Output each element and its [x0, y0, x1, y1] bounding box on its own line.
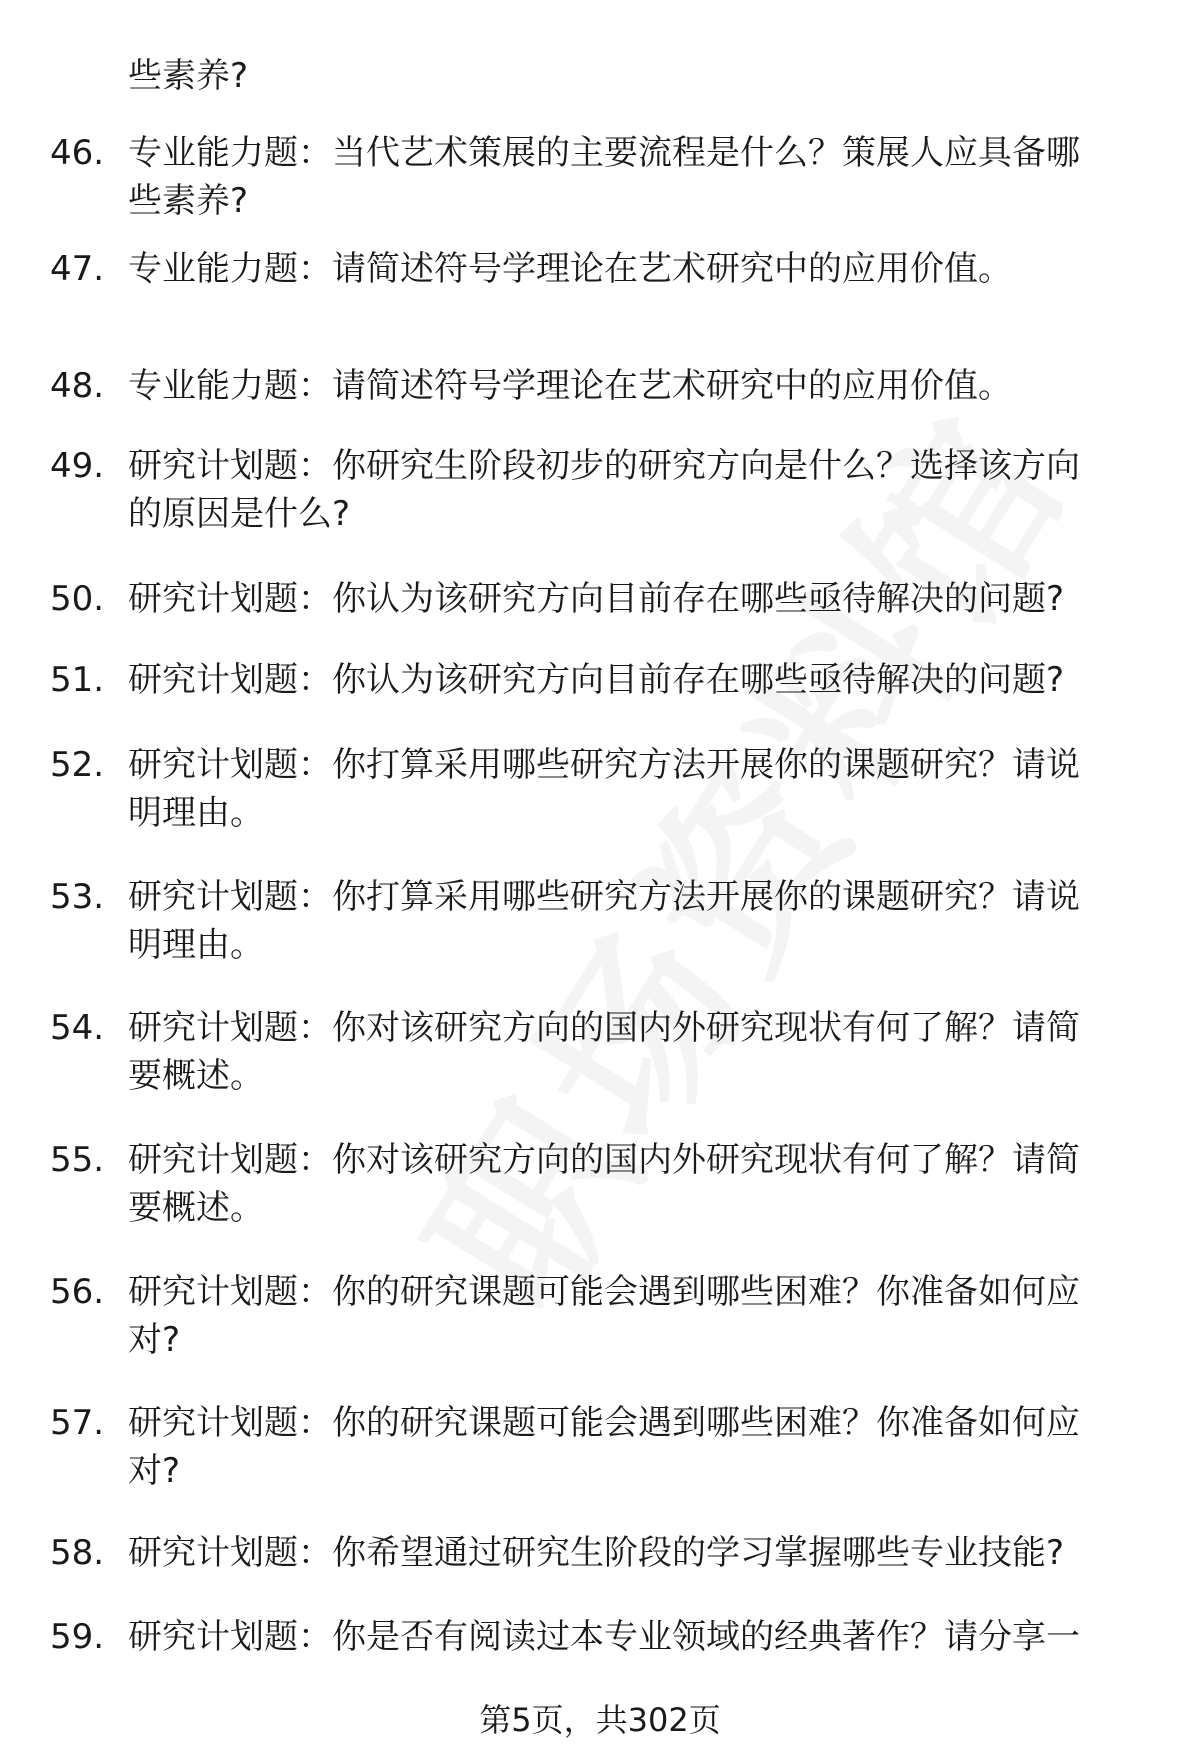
question-text [128, 575, 1140, 623]
question-number: 49. [50, 446, 105, 486]
question-line: 的原因是什么? [128, 494, 351, 534]
question-line: 研究计划题：你打算采用哪些研究方法开展你的课题研究？请说 [128, 745, 1080, 785]
question-text [128, 1399, 1140, 1495]
question-line: 研究计划题：你打算采用哪些研究方法开展你的课题研究？请说 [128, 877, 1080, 917]
question-number: 50. [50, 579, 105, 619]
question-number: 47. [50, 249, 105, 289]
question-line: 要概述。 [128, 1056, 264, 1096]
question-line: 研究计划题：你认为该研究方向目前存在哪些亟待解决的问题? [128, 579, 1065, 619]
question-text [128, 1613, 1140, 1661]
question-text [128, 52, 1140, 100]
question-text [128, 1268, 1140, 1364]
question-text [128, 1004, 1140, 1100]
question-text [128, 873, 1140, 969]
question-number: 56. [50, 1272, 105, 1312]
question-line: 研究计划题：你对该研究方向的国内外研究现状有何了解？请简 [128, 1140, 1080, 1180]
question-number: 52. [50, 745, 105, 785]
question-line: 研究计划题：你认为该研究方向目前存在哪些亟待解决的问题? [128, 660, 1065, 700]
question-text [128, 362, 1140, 410]
question-text [128, 656, 1140, 704]
question-line: 对? [128, 1320, 181, 1360]
question-number: 53. [50, 877, 105, 917]
question-line: 专业能力题：请简述符号学理论在艺术研究中的应用价值。 [128, 366, 1012, 406]
question-line: 研究计划题：你对该研究方向的国内外研究现状有何了解？请简 [128, 1008, 1080, 1048]
page-number-footer: 第5页，共302页 [479, 1701, 721, 1739]
question-line: 专业能力题：请简述符号学理论在艺术研究中的应用价值。 [128, 249, 1012, 289]
question-line: 些素养? [128, 56, 249, 96]
question-line: 要概述。 [128, 1188, 264, 1228]
question-line: 明理由。 [128, 793, 264, 833]
question-text [128, 1529, 1140, 1577]
question-text [128, 129, 1140, 225]
question-line: 些素养? [128, 181, 249, 221]
question-line: 研究计划题：你研究生阶段初步的研究方向是什么？选择该方向 [128, 446, 1080, 486]
question-line: 专业能力题：当代艺术策展的主要流程是什么？策展人应具备哪 [128, 133, 1080, 173]
question-number: 48. [50, 366, 105, 406]
question-number: 54. [50, 1008, 105, 1048]
question-number: 46. [50, 133, 105, 173]
question-number: 59. [50, 1617, 105, 1657]
question-line: 研究计划题：你的研究课题可能会遇到哪些困难？你准备如何应 [128, 1403, 1080, 1443]
question-number: 51. [50, 660, 105, 700]
question-line: 研究计划题：你希望通过研究生阶段的学习掌握哪些专业技能? [128, 1533, 1065, 1573]
question-line: 研究计划题：你的研究课题可能会遇到哪些困难？你准备如何应 [128, 1272, 1080, 1312]
question-text [128, 442, 1140, 538]
question-number: 57. [50, 1403, 105, 1443]
question-text [128, 1136, 1140, 1232]
question-line: 研究计划题：你是否有阅读过本专业领域的经典著作？请分享一 [128, 1617, 1080, 1657]
question-line: 明理由。 [128, 925, 264, 965]
question-number: 58. [50, 1533, 105, 1573]
question-number: 55. [50, 1140, 105, 1180]
question-line: 对? [128, 1451, 181, 1491]
question-text [128, 245, 1140, 293]
question-text [128, 741, 1140, 837]
